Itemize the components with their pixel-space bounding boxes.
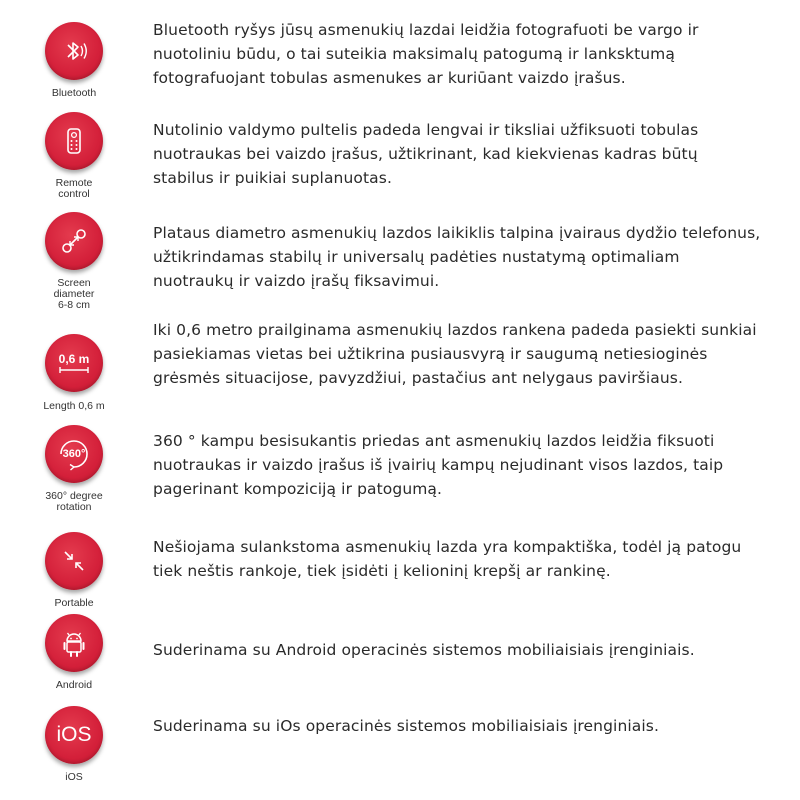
ios-icon-label: iOS (56, 723, 92, 746)
ios-icon (45, 706, 103, 764)
rotation-360-icon (45, 425, 103, 483)
feature-icon-block (36, 112, 112, 200)
feature-caption: Screen diameter 6-8 cm (53, 277, 95, 311)
feature-caption: iOS (65, 771, 83, 783)
feature-description: 360 ° kampu besisukantis priedas ant asmenukių lazdos leidžia fiksuoti nuotraukas ir vaizdo įrašus iš įvairių kampų nejudinant visos lazdos, taip pagerinant kompoziciją ir patogumą. (153, 432, 724, 498)
feature-icon-block (36, 614, 112, 691)
feature-caption: Remote control (55, 177, 93, 200)
portable-compress-icon (45, 532, 103, 590)
bluetooth-icon (45, 22, 103, 80)
android-icon (45, 614, 103, 672)
feature-icon-block (36, 22, 112, 99)
feature-description: Suderinama su Android operacinės sistemos mobiliaisiais įrenginiais. (153, 641, 695, 659)
feature-description: Plataus diametro asmenukių lazdos laikiklis talpina įvairaus dydžio telefonus, užtikrindamas stabilų ir universalų padėties nustatymą optimaliam nuotraukų ir vaizdo įrašų fiksavimui. (153, 224, 761, 290)
rotation-icon-label: 360° (62, 448, 86, 460)
feature-icon-block (36, 532, 112, 609)
ruler-icon (57, 366, 91, 374)
feature-icon-block (36, 706, 112, 783)
feature-caption: Android (55, 679, 93, 691)
feature-icon-block (36, 212, 112, 311)
remote-control-icon (45, 112, 103, 170)
feature-description: Iki 0,6 metro prailginama asmenukių lazdos rankena padeda pasiekti sunkiai pasiekiamas vietas bei užtikrina pusiausvyrą ir saugumą netiesioginės grėsmės situacijose, pavyzdžiui, pastačius ant nelygaus paviršiaus. (153, 321, 757, 387)
feature-caption: Portable (54, 597, 94, 609)
feature-description: Bluetooth ryšys jūsų asmenukių lazdai leidžia fotografuoti be vargo ir nuotoliniu būdu, o tai suteikia maksimalų patogumą ir lanksktumą fotografuojant tobulas asmenukes ar kuriūant vaizdo įrašus. (153, 21, 699, 87)
feature-caption: 360° degree rotation (45, 490, 103, 513)
feature-icon-block (36, 334, 112, 412)
feature-description: Suderinama su iOs operacinės sistemos mobiliaisiais įrenginiais. (153, 717, 659, 735)
length-icon-label: 0,6 m (58, 351, 90, 366)
length-icon (45, 334, 103, 392)
feature-description: Nešiojama sulankstoma asmenukių lazda yra kompaktiška, todėl ją patogu tiek neštis rankoje, tiek įsidėti į kelioninį krepšį ar rankinę. (153, 538, 742, 580)
feature-icon-block (36, 425, 112, 513)
feature-caption: Bluetooth (51, 87, 97, 99)
feature-description: Nutolinio valdymo pultelis padeda lengvai ir tiksliai užfiksuoti tobulas nuotraukas bei vaizdo įrašus, užtikrinant, kad kiekvienas kadras būtų stabilus ir puikiai suplanuotas. (153, 121, 699, 187)
screen-diameter-icon (45, 212, 103, 270)
feature-caption: Length 0,6 m (43, 400, 105, 412)
